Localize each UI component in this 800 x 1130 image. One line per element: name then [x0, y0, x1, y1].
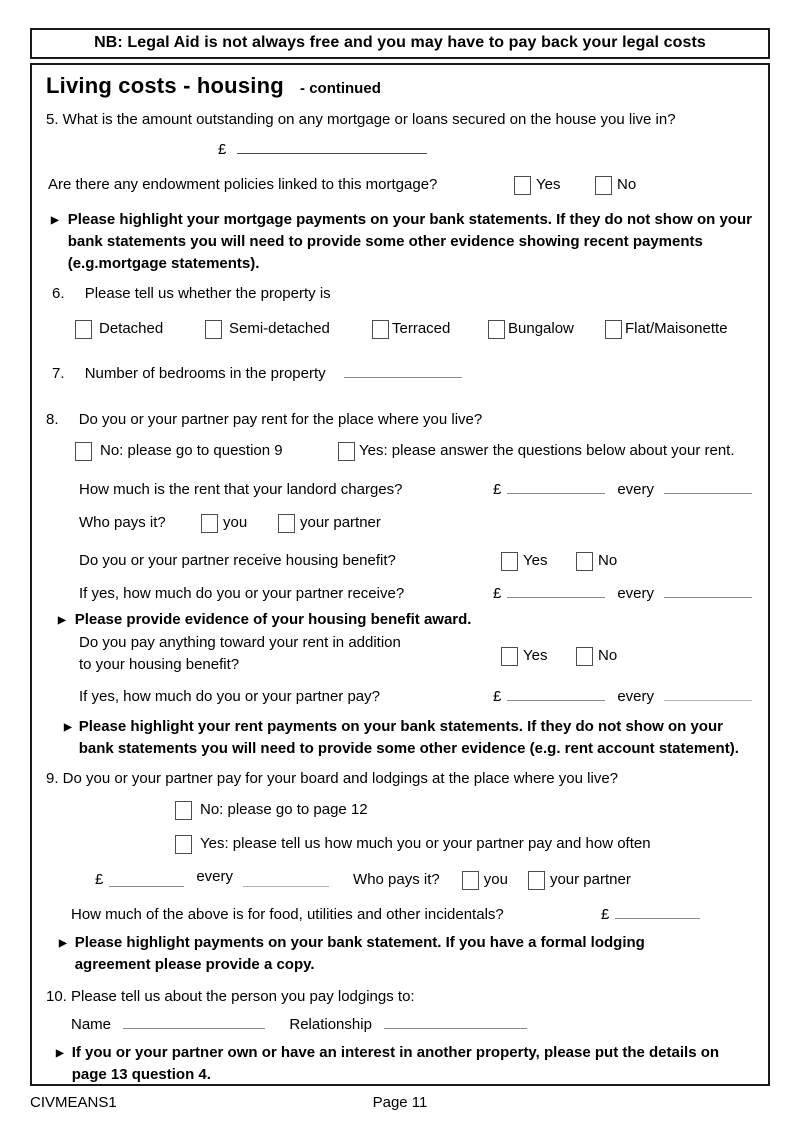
endowment-no-option	[595, 173, 636, 197]
housing-benefit-yes-label: Yes	[523, 552, 548, 569]
bullet-arrow-icon: ▶	[58, 615, 66, 626]
q8-no-label: No: please go to question 9	[100, 442, 283, 459]
question-8-options-row	[46, 439, 754, 463]
question-9	[46, 768, 754, 790]
q9-yes-checkbox[interactable]	[175, 835, 192, 854]
rent-question-text: How much is the rent that your landord charges?	[79, 481, 403, 498]
name-field[interactable]	[123, 1015, 265, 1029]
question-7-text: Number of bedrooms in the property	[84, 365, 326, 382]
property-terraced-checkbox[interactable]	[372, 320, 389, 339]
pay-question-text: If yes, how much do you or your partner pay?	[79, 688, 380, 705]
question-10-text: 10. Please tell us about the person you pay lodgings to:	[46, 988, 415, 1005]
receive-amount-group	[493, 583, 752, 605]
mortgage-amount-field[interactable]	[237, 140, 427, 154]
section-title-row	[46, 73, 754, 101]
question-6-number: 6.	[52, 285, 65, 302]
every-label: every	[617, 481, 655, 498]
q8-yes-label: Yes: please answer the questions below about your rent.	[359, 442, 735, 459]
receive-amount-field[interactable]	[507, 584, 605, 598]
bullet-arrow-icon: ▶	[56, 1048, 64, 1059]
q9-yes-label: Yes: please tell us how much you or your partner pay and how often	[200, 835, 651, 852]
endowment-yes-label: Yes	[536, 176, 561, 193]
q8-yes-option	[338, 439, 735, 463]
every-label: every	[617, 585, 655, 602]
receive-question-text: If yes, how much do you or your partner receive?	[79, 585, 405, 602]
every-label: every	[617, 688, 655, 705]
additional-rent-line2: to your housing benefit?	[79, 656, 240, 673]
incidentals-amount-group	[601, 904, 700, 926]
q9-no-checkbox[interactable]	[175, 801, 192, 820]
note-other-property-text: If you or your partner own or have an interest in another property, please put the details on page 13 question 4.	[71, 1044, 720, 1083]
who-pays-partner-label: your partner	[300, 514, 381, 531]
endowment-no-label: No	[617, 176, 637, 193]
rent-amount-field[interactable]	[507, 480, 605, 494]
form-main-box	[30, 63, 770, 1086]
property-bungalow-checkbox[interactable]	[488, 320, 505, 339]
housing-benefit-question-text: Do you or your partner receive housing benefit?	[79, 552, 396, 569]
endowment-no-checkbox[interactable]	[595, 176, 612, 195]
incidentals-question-text: How much of the above is for food, utilities and other incidentals?	[71, 906, 504, 923]
lodging-you-checkbox[interactable]	[462, 871, 479, 890]
endowment-question-text: Are there any endowment policies linked to this mortgage?	[48, 176, 438, 193]
page-title-suffix: - continued	[300, 80, 381, 97]
relationship-field[interactable]	[384, 1015, 527, 1029]
housing-benefit-no-option	[576, 549, 617, 573]
question-8-text: Do you or your partner pay rent for the place where you live?	[78, 411, 483, 428]
rent-amount-row	[79, 479, 754, 501]
lodging-amount-row	[46, 868, 754, 892]
question-8-number: 8.	[46, 411, 59, 428]
note-rent-evidence	[64, 716, 754, 760]
q9-yes-option	[175, 832, 651, 856]
lodger-details-row	[71, 1014, 754, 1036]
endowment-question-row	[48, 173, 754, 197]
property-type-row	[46, 317, 754, 341]
form-code: CIVMEANS1	[30, 1094, 117, 1111]
lodging-amount-group	[95, 868, 631, 892]
note-rent-evidence-text: Please highlight your rent payments on your bank statements. If they do not show on your bank statements you will need to provide some other evidence (e.g. rent account statement).	[78, 718, 739, 757]
who-pays-partner-checkbox[interactable]	[278, 514, 295, 533]
pound-sign: £	[493, 481, 502, 498]
who-pays-you-label: you	[223, 514, 248, 531]
note-lodging-evidence	[59, 932, 754, 976]
who-pays-partner-option	[278, 511, 381, 535]
rent-amount-group	[493, 479, 752, 501]
additional-rent-yes-checkbox[interactable]	[501, 647, 518, 666]
bullet-arrow-icon: ▶	[51, 215, 59, 226]
q9-no-option-row	[46, 798, 754, 822]
additional-rent-yes-label: Yes	[523, 647, 548, 664]
endowment-yes-option	[514, 173, 560, 197]
q8-no-option	[75, 439, 283, 463]
question-5	[46, 109, 754, 131]
question-7-number: 7.	[52, 365, 65, 382]
pound-sign: £	[493, 688, 502, 705]
note-benefit-evidence-text: Please provide evidence of your housing benefit award.	[74, 611, 472, 628]
question-7	[52, 363, 754, 385]
question-6	[52, 283, 754, 305]
page-footer	[30, 1094, 770, 1111]
additional-rent-row	[79, 632, 754, 676]
lodging-partner-checkbox[interactable]	[528, 871, 545, 890]
note-lodging-evidence-text: Please highlight payments on your bank statement. If you have a formal lodging agreement please provide a copy.	[74, 934, 645, 973]
additional-rent-no-option	[576, 644, 617, 668]
note-other-property	[56, 1042, 754, 1086]
pound-sign: £	[601, 906, 610, 923]
legal-aid-banner	[30, 28, 770, 59]
page-number: Page 11	[372, 1094, 428, 1111]
property-bungalow-label: Bungalow	[508, 320, 574, 337]
property-detached-option	[75, 317, 163, 341]
question-9-text: 9. Do you or your partner pay for your board and lodgings at the place where you live?	[46, 770, 619, 787]
housing-benefit-yes-option	[501, 549, 547, 573]
incidentals-row	[71, 904, 754, 926]
q9-yes-option-row	[46, 832, 754, 856]
property-terraced-option	[372, 317, 450, 341]
housing-benefit-yes-checkbox[interactable]	[501, 552, 518, 571]
rent-frequency-field[interactable]	[664, 480, 752, 494]
name-label: Name	[71, 1016, 112, 1033]
pound-sign: £	[95, 871, 104, 888]
property-flat-maisonette-checkbox[interactable]	[605, 320, 622, 339]
property-flat-maisonette-label: Flat/Maisonette	[625, 320, 728, 337]
lodging-frequency-field[interactable]	[243, 873, 329, 887]
q8-yes-checkbox[interactable]	[338, 442, 355, 461]
lodging-you-label: you	[483, 871, 508, 888]
question-6-text: Please tell us whether the property is	[84, 285, 331, 302]
lodging-partner-label: your partner	[549, 871, 631, 888]
property-bungalow-option	[488, 317, 574, 341]
every-label: every	[196, 868, 234, 885]
pay-frequency-field[interactable]	[664, 687, 752, 701]
incidentals-amount-field[interactable]	[615, 905, 700, 919]
bullet-arrow-icon: ▶	[64, 722, 72, 733]
additional-rent-yes-option	[501, 644, 547, 668]
who-pays-you-checkbox[interactable]	[201, 514, 218, 533]
property-semi-detached-checkbox[interactable]	[205, 320, 222, 339]
question-8	[46, 409, 754, 431]
q9-no-option	[175, 798, 368, 822]
housing-benefit-no-label: No	[598, 552, 618, 569]
property-semi-detached-option	[205, 317, 330, 341]
note-mortgage-evidence	[51, 209, 754, 275]
banner-text: NB: Legal Aid is not always free and you may have to pay back your legal costs	[94, 34, 706, 51]
question-10	[46, 986, 754, 1008]
property-semi-detached-label: Semi-detached	[229, 320, 330, 337]
pay-amount-field[interactable]	[507, 687, 605, 701]
additional-pay-row	[79, 686, 754, 708]
q8-no-checkbox[interactable]	[75, 442, 92, 461]
pay-amount-group	[493, 686, 752, 708]
page-title: Living costs - housing	[46, 73, 284, 98]
property-terraced-label: Terraced	[392, 320, 451, 337]
endowment-yes-checkbox[interactable]	[514, 176, 531, 195]
who-pays-rent-row	[79, 511, 754, 535]
pound-sign: £	[493, 585, 502, 602]
property-detached-label: Detached	[99, 320, 164, 337]
q9-no-label: No: please go to page 12	[200, 801, 368, 818]
bedrooms-field[interactable]	[344, 364, 462, 378]
additional-rent-no-label: No	[598, 647, 618, 664]
additional-rent-line1: Do you pay anything toward your rent in addition	[79, 634, 401, 651]
who-pays-label: Who pays it?	[353, 871, 440, 888]
question-5-answer-row	[218, 139, 754, 161]
housing-benefit-no-checkbox[interactable]	[576, 552, 593, 571]
pound-sign: £	[218, 141, 227, 158]
housing-benefit-row	[79, 549, 754, 573]
benefit-receive-row	[79, 583, 754, 605]
lodging-amount-field[interactable]	[109, 873, 184, 887]
who-pays-you-option	[201, 511, 247, 535]
who-pays-label: Who pays it?	[79, 514, 166, 531]
property-flat-maisonette-option	[605, 317, 728, 341]
note-mortgage-evidence-text: Please highlight your mortgage payments on your bank statements. If they do not show on your bank statements you will need to provide some other evidence showing recent payments (e.g.mortgage statements).	[67, 211, 752, 272]
property-detached-checkbox[interactable]	[75, 320, 92, 339]
bullet-arrow-icon: ▶	[59, 938, 67, 949]
note-benefit-evidence	[58, 609, 754, 632]
question-5-text: 5. What is the amount outstanding on any mortgage or loans secured on the house you live in?	[46, 111, 676, 128]
relationship-label: Relationship	[289, 1016, 372, 1033]
receive-frequency-field[interactable]	[664, 584, 752, 598]
additional-rent-no-checkbox[interactable]	[576, 647, 593, 666]
